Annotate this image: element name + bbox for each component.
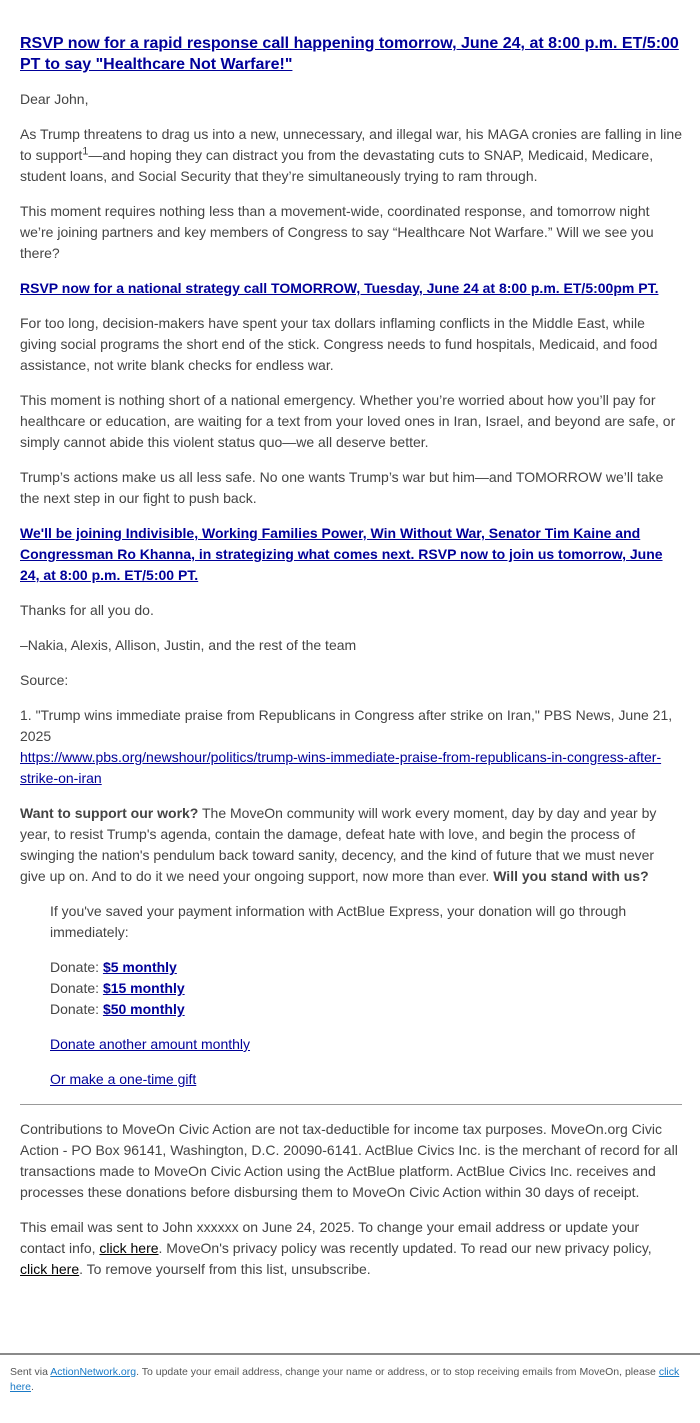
donate-option-row [50,959,177,975]
paragraph-response: This moment requires nothing less than a movement-wide, coordinated response, and tomorrow night we’re joining partners and key members of Congress to say “Healthcare Not Warfare.” Will we see you there? [20,203,654,261]
support-lead: Want to support our work? [20,805,199,821]
paragraph-emergency: This moment is nothing short of a national emergency. Whether you’re worried about how you’ll pay for healthcare or education, are waiting for a text from your loved ones in Iran, Israel, and beyond are safe, or simply cannot abide this violent status quo—we all deserve better. [20,392,676,450]
donate-option-row [50,1001,185,1017]
one-time-row [50,1069,682,1090]
footer-prefix: Sent via [10,1366,51,1378]
support-body: The MoveOn community will work every moment, day by day and year by year, to resist Trump's agenda, contain the damage, defeat hate with love, and begin the process of swinging the nation's pendulum back toward sanity, decency, and the kind of future that we must never give up on. And to do it we need your ongoing support, now more than ever. [20,805,657,884]
donate-label: Donate: [50,980,103,996]
email-body [20,33,682,1294]
action-network-link[interactable]: ActionNetwork.org [50,1366,137,1378]
rsvp-partners-link[interactable]: We'll be joining Indivisible, Working Families Power, Win Without War, Senator Tim Kaine and Congressman Ro Khanna, in strategizing what comes next. RSVP now to join us tomorrow, June 24, at 8:00 p.m. ET/5:00 PT. [20,525,663,583]
donate-option-row [50,980,185,996]
rsvp-line-1 [20,278,682,299]
donate-label: Donate: [50,1001,103,1017]
greeting: Dear John, [20,91,89,107]
donate-label: Donate: [50,959,103,975]
headline [20,33,682,75]
footer-suffix: . [31,1381,34,1393]
support-closing: Will you stand with us? [493,868,649,884]
donate-other-row [50,1034,682,1055]
paragraph-threat-text-a: As Trump threatens to drag us into a new, unnecessary, and illegal war, his MAGA cronies are falling in line to support [20,126,682,163]
sent-notice [20,1217,682,1280]
one-time-gift-link[interactable]: Or make a one-time gift [50,1071,197,1087]
sent-notice-part1: This email was sent to John xxxxxx on June 24, 2025. To change your email address or update your contact info, [20,1219,640,1256]
donate-5-monthly-link[interactable]: $5 monthly [102,959,177,975]
footer-divider [0,1353,700,1355]
footnote-marker: 1 [82,145,89,158]
rsvp-strategy-call-link[interactable]: RSVP now for a national strategy call TOMORROW, Tuesday, June 24 at 8:00 p.m. ET/5:00pm PT. [20,280,659,296]
footer [10,1365,692,1395]
source-citation-text: 1. "Trump wins immediate praise from Republicans in Congress after strike on Iran," PBS News, June 21, 2025 [20,707,673,744]
source-label: Source: [20,672,69,688]
paragraph-actions: Trump’s actions make us all less safe. No one wants Trump’s war but him—and TOMORROW we’ll take the next step in our fight to push back. [20,469,664,506]
actblue-note: If you've saved your payment information with ActBlue Express, your donation will go through immediately: [50,903,627,940]
donate-50-monthly-link[interactable]: $50 monthly [102,1001,185,1017]
support-paragraph [20,803,682,887]
donate-15-monthly-link[interactable]: $15 monthly [102,980,185,996]
source-url-link[interactable]: https://www.pbs.org/newshour/politics/trump-wins-immediate-praise-from-republicans-in-congress-after-strike-on-iran [20,749,662,786]
thanks-line: Thanks for all you do. [20,602,154,618]
donate-other-amount-link[interactable]: Donate another amount monthly [50,1036,251,1052]
rsvp-line-2 [20,523,682,586]
signoff: –Nakia, Alexis, Allison, Justin, and the rest of the team [20,637,357,653]
source-citation [20,705,682,789]
privacy-policy-link[interactable]: click here [20,1261,80,1277]
sent-notice-part3: . To remove yourself from this list, unsubscribe. [79,1261,371,1277]
footer-middle: . To update your email address, change your name or address, or to stop receiving emails from MoveOn, please [136,1366,659,1378]
paragraph-threat [20,124,682,187]
update-contact-link[interactable]: click here [99,1240,159,1256]
disclaimer: Contributions to MoveOn Civic Action are not tax-deductible for income tax purposes. MoveOn.org Civic Action - PO Box 96141, Washington, D.C. 20090-6141. ActBlue Civics Inc. is the merchant of record for all transactions made to MoveOn Civic Action using the ActBlue platform. ActBlue Civics Inc. receives and processes these donations before disbursing them to MoveOn Civic Action within 30 days of receipt. [20,1121,678,1200]
divider [20,1104,682,1105]
headline-rsvp-link[interactable]: RSVP now for a rapid response call happening tomorrow, June 24, at 8:00 p.m. ET/5:00 PT to say "Healthcare Not Warfare!" [20,35,679,73]
sent-notice-part2: . MoveOn's privacy policy was recently updated. To read our new privacy policy, [158,1240,652,1256]
footer-click-here-link[interactable]: click here [10,1366,680,1393]
donation-block [50,901,682,1090]
paragraph-decision-makers: For too long, decision-makers have spent your tax dollars inflaming conflicts in the Middle East, while giving social programs the short end of the stick. Congress needs to fund hospitals, Medicaid, and food assistance, not write blank checks for endless war. [20,315,658,373]
donate-options [50,957,682,1020]
paragraph-threat-text-b: —and hoping they can distract you from the devastating cuts to SNAP, Medicaid, Medicare, student loans, and Social Security that they’re simultaneously trying to ram through. [20,147,654,184]
